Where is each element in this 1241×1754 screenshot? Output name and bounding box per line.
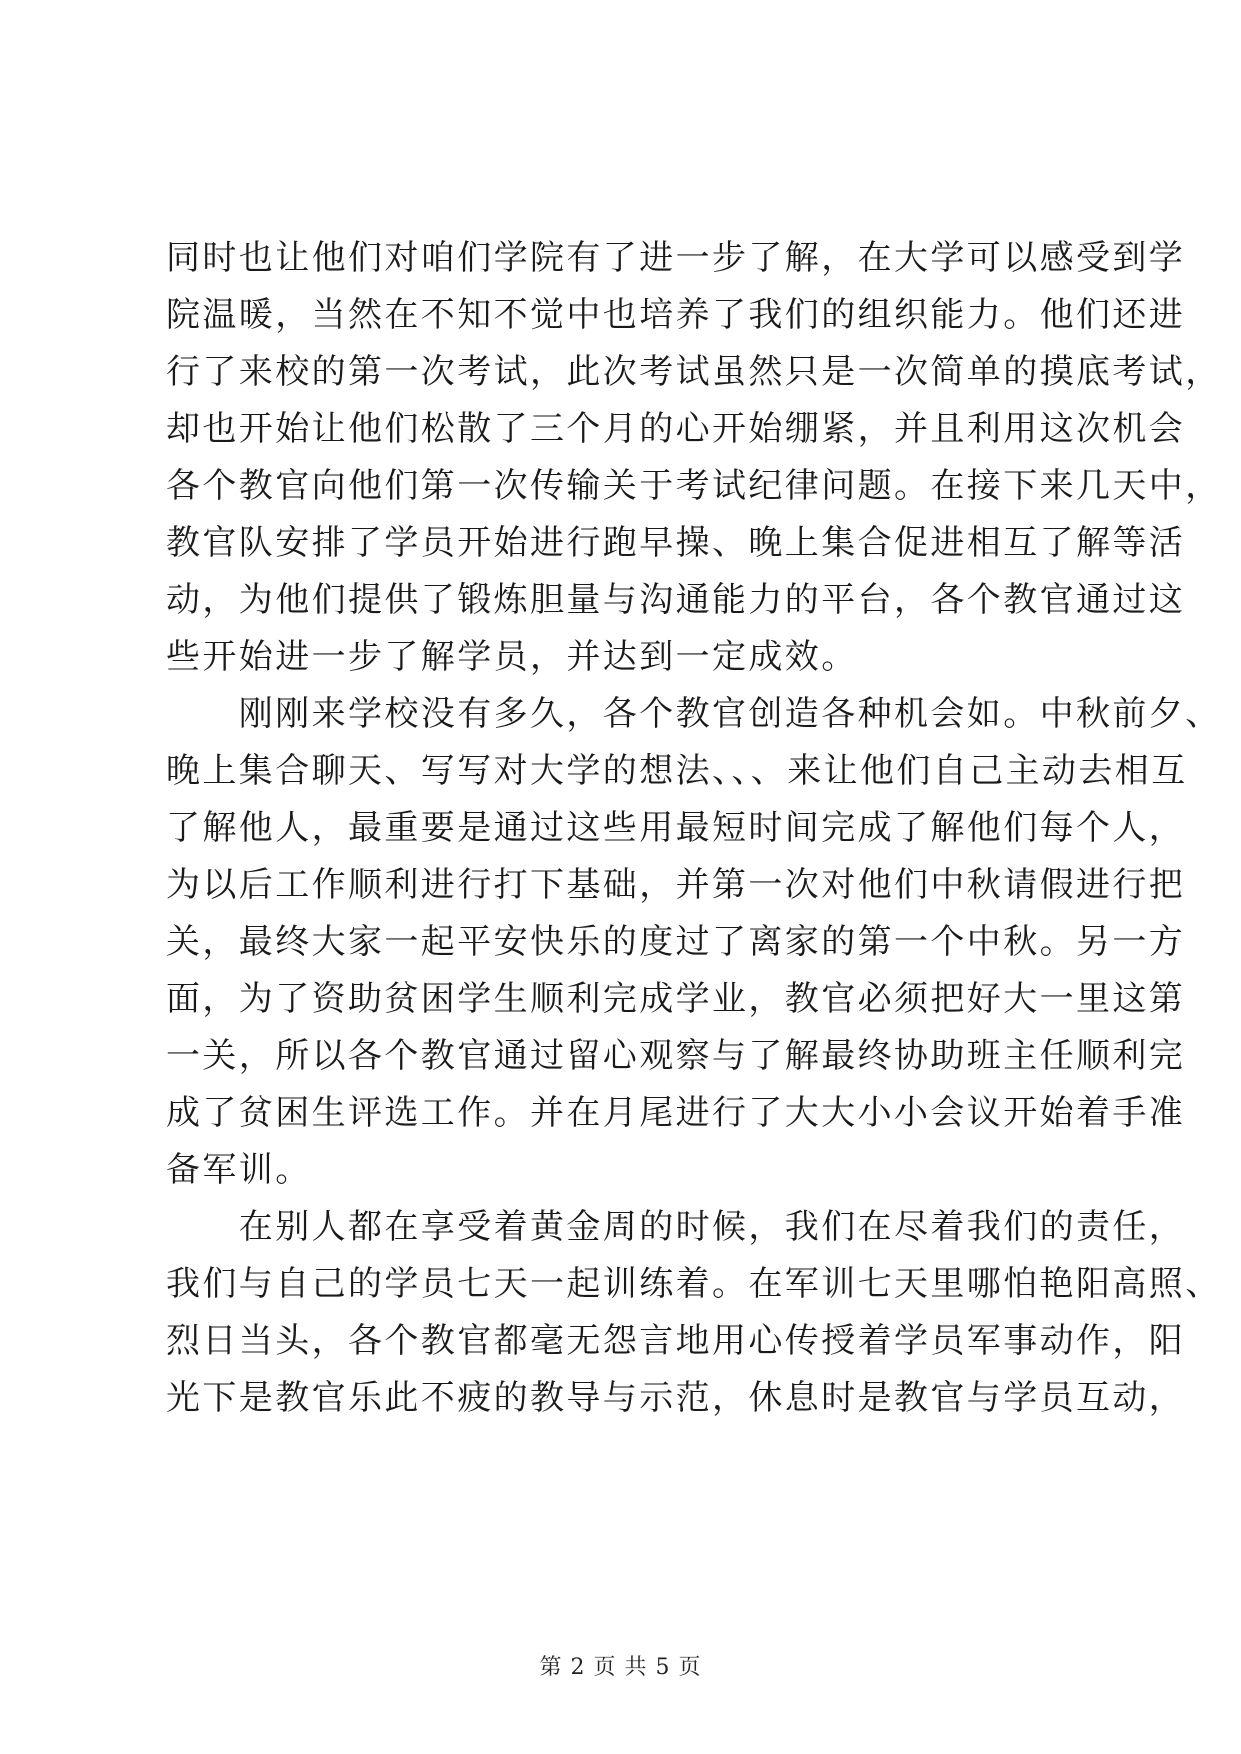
- text-line: 了解他人，最重要是通过这些用最短时间完成了解他们每个人，: [166, 808, 1186, 848]
- text-line: 院温暖，当然在不知不觉中也培养了我们的组织能力。他们还进: [166, 295, 1186, 335]
- text-line: 在别人都在享受着黄金周的时候，我们在尽着我们的责任，: [166, 1207, 1186, 1247]
- text-line: 晚上集合聊天、写写对大学的想法、、、来让他们自己主动去相互: [166, 751, 1188, 791]
- body-text: [166, 230, 1222, 1427]
- text-line: 刚刚来学校没有多久，各个教官创造各种机会如。中秋前夕、: [166, 694, 1222, 734]
- text-line: 动，为他们提供了锻炼胆量与沟通能力的平台，各个教官通过这: [166, 580, 1186, 620]
- text-line: 同时也让他们对咱们学院有了进一步了解，在大学可以感受到学: [166, 238, 1186, 278]
- text-line: 备军训。: [166, 1150, 312, 1190]
- text-line: 光下是教官乐此不疲的教导与示范，休息时是教官与学员互动，: [166, 1378, 1186, 1418]
- text-line: 烈日当头，各个教官都毫无怨言地用心传授着学员军事动作，阳: [166, 1321, 1186, 1361]
- text-line: 行了来校的第一次考试，此次考试虽然只是一次简单的摸底考试，: [166, 352, 1222, 392]
- page-number-footer: 第 2 页 共 5 页: [539, 1655, 702, 1680]
- text-line: 教官队安排了学员开始进行跑早操、晚上集合促进相互了解等活: [166, 523, 1186, 563]
- text-line: 却也开始让他们松散了三个月的心开始绷紧，并且利用这次机会: [166, 409, 1186, 449]
- text-line: 一关，所以各个教官通过留心观察与了解最终协助班主任顺利完: [166, 1036, 1186, 1076]
- text-line: 各个教官向他们第一次传输关于考试纪律问题。在接下来几天中，: [166, 466, 1222, 506]
- text-line: 面，为了资助贫困学生顺利完成学业，教官必须把好大一里这第: [166, 979, 1186, 1019]
- text-line: 成了贫困生评选工作。并在月尾进行了大大小小会议开始着手准: [166, 1093, 1186, 1133]
- text-line: 关，最终大家一起平安快乐的度过了离家的第一个中秋。另一方: [166, 922, 1186, 962]
- text-line: 我们与自己的学员七天一起训练着。在军训七天里哪怕艳阳高照、: [166, 1264, 1222, 1304]
- text-line: 些开始进一步了解学员，并达到一定成效。: [166, 637, 858, 677]
- text-line: 为以后工作顺利进行打下基础，并第一次对他们中秋请假进行把: [166, 865, 1186, 905]
